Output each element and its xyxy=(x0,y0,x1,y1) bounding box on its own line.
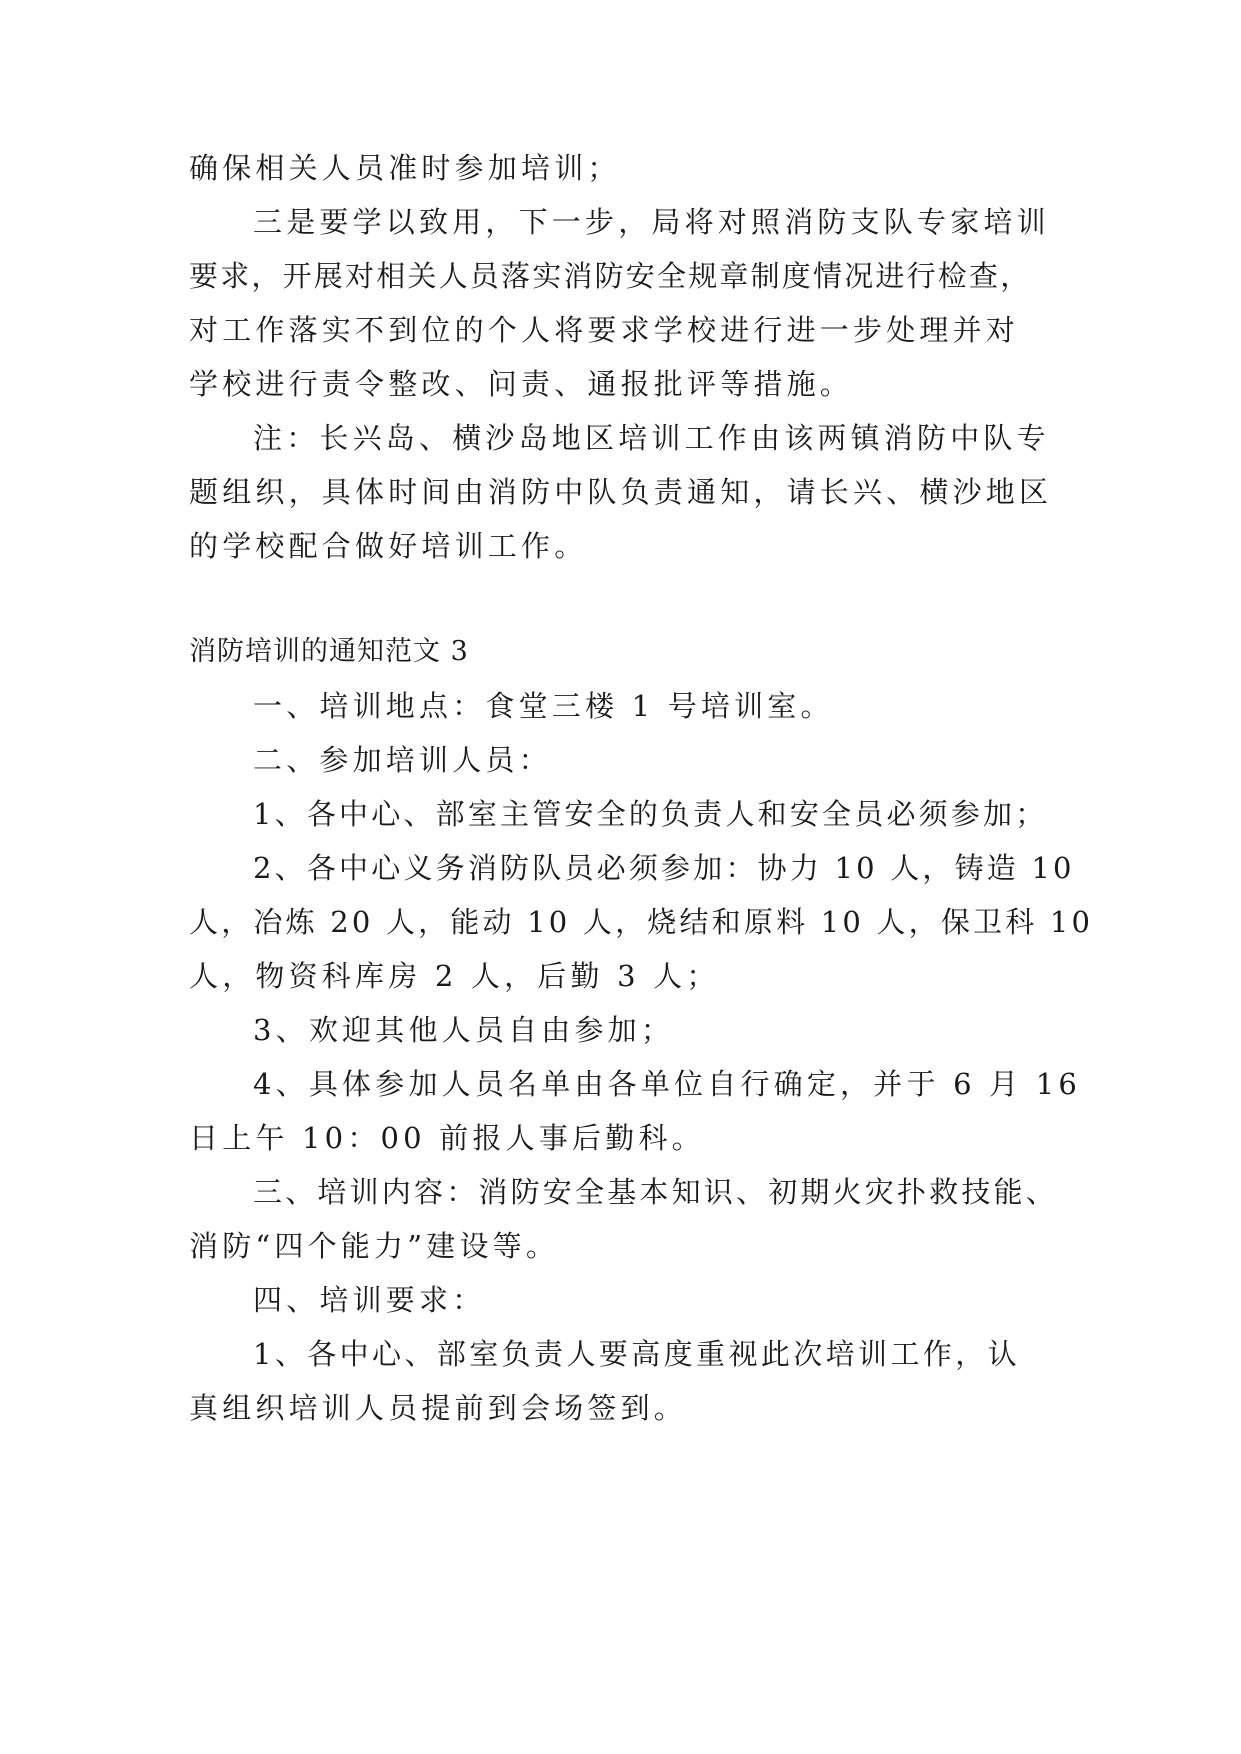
paragraph-line: 的学校配合做好培训工作。 xyxy=(189,529,588,563)
paragraph-line: 消防“四个能力”建设等。 xyxy=(189,1229,560,1263)
paragraph-line: 人，物资科库房 2 人，后勤 3 人； xyxy=(189,959,720,993)
paragraph-line: 1、各中心、部室主管安全的负责人和安全员必须参加； xyxy=(253,797,1048,831)
paragraph-line: 真组织培训人员提前到会场签到。 xyxy=(189,1391,688,1425)
paragraph-line: 三、培训内容：消防安全基本知识、初期火灾扑救技能、 xyxy=(253,1175,1059,1209)
paragraph-line: 确保相关人员准时参加培训； xyxy=(189,151,621,185)
section-title: 消防培训的通知范文 3 xyxy=(189,636,469,667)
paragraph-line: 三是要学以致用，下一步，局将对照消防支队专家培训 xyxy=(253,205,1050,239)
paragraph-line: 2、各中心义务消防队员必须参加：协力 10 人，铸造 10 xyxy=(253,851,1075,885)
paragraph-line: 注：长兴岛、横沙岛地区培训工作由该两镇消防中队专 xyxy=(253,421,1050,455)
paragraph-line: 日上午 10：00 前报人事后勤科。 xyxy=(189,1121,705,1155)
paragraph-line: 人，冶炼 20 人，能动 10 人，烧结和原料 10 人，保卫科 10 xyxy=(189,905,1094,939)
paragraph-line: 1、各中心、部室负责人要高度重视此次培训工作，认 xyxy=(253,1337,1021,1371)
paragraph-line: 学校进行责令整改、问责、通报批评等措施。 xyxy=(189,367,854,401)
paragraph-line: 二、参加培训人员： xyxy=(253,743,552,777)
paragraph-line: 一、培训地点：食堂三楼 1 号培训室。 xyxy=(253,689,834,723)
paragraph-line: 题组织，具体时间由消防中队负责通知，请长兴、横沙地区 xyxy=(189,475,1053,509)
paragraph-line: 要求，开展对相关人员落实消防安全规章制度情况进行检查， xyxy=(189,259,1032,293)
paragraph-line: 3、欢迎其他人员自由参加； xyxy=(253,1013,675,1047)
paragraph-line: 对工作落实不到位的个人将要求学校进行进一步处理并对 xyxy=(189,313,1020,347)
paragraph-line: 4、具体参加人员名单由各单位自行确定，并于 6 月 16 xyxy=(253,1067,1082,1101)
paragraph-line: 四、培训要求： xyxy=(253,1283,486,1317)
